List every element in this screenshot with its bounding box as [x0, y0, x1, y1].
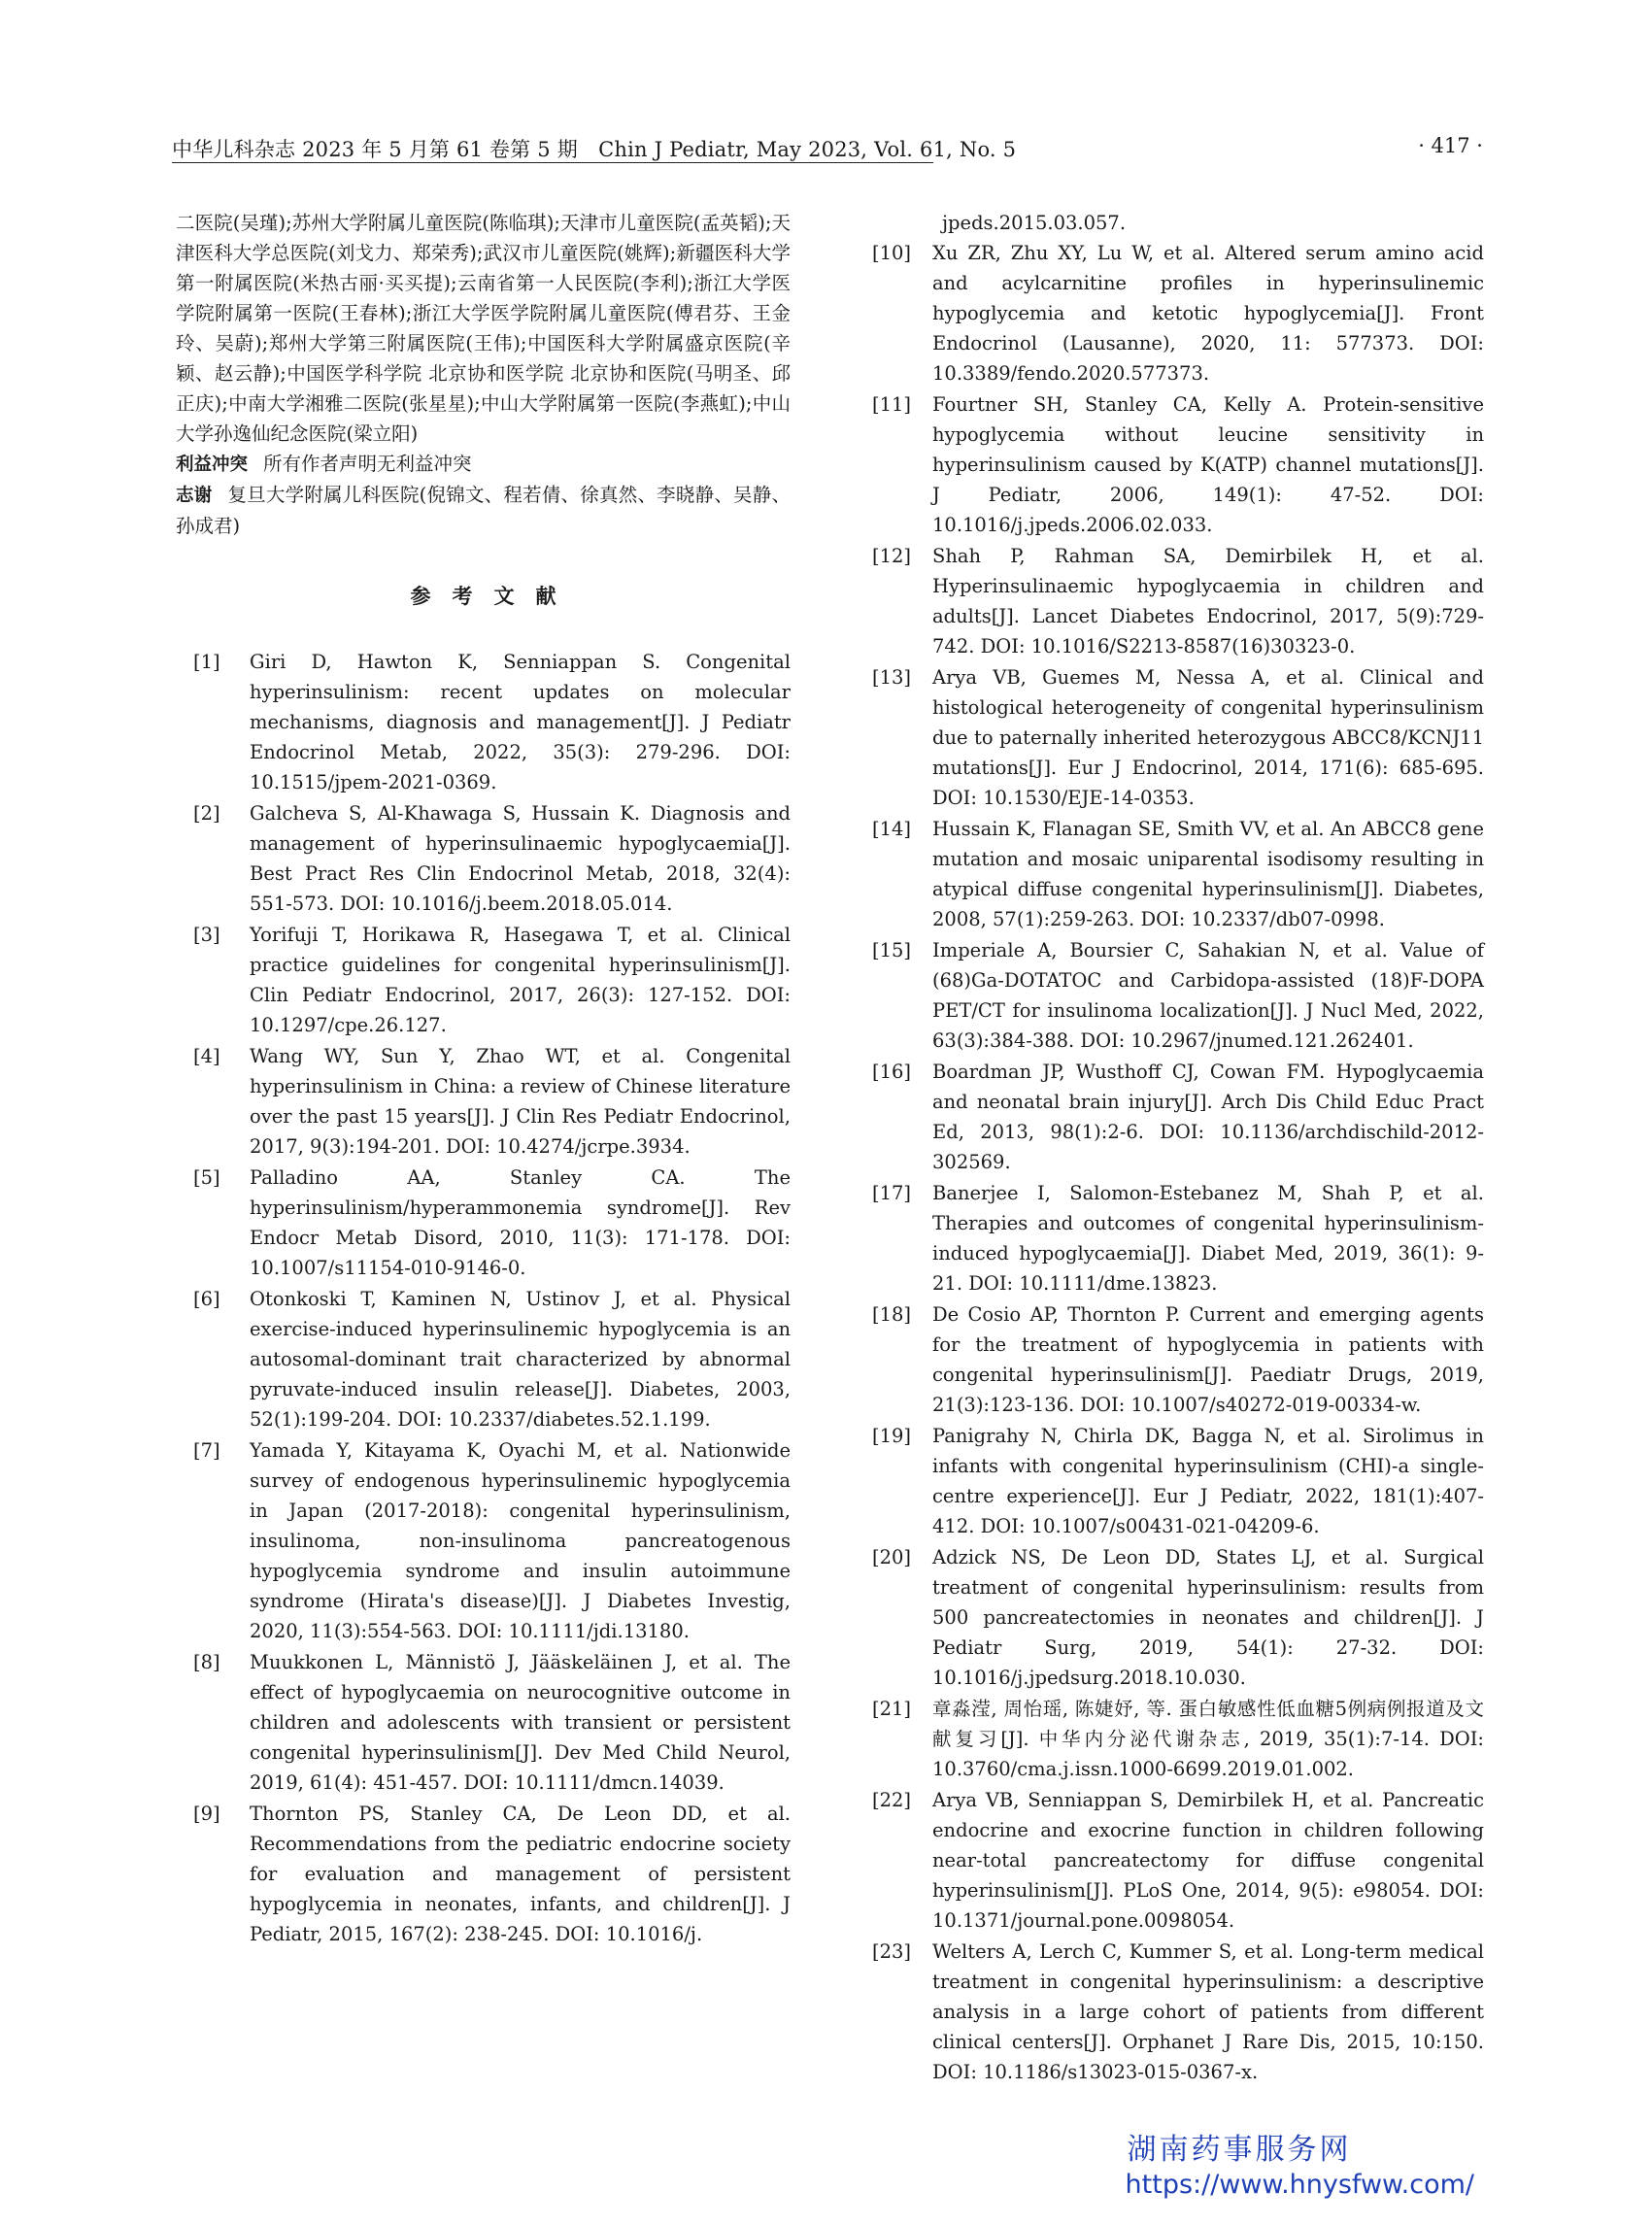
reference-number: [22]: [872, 1789, 912, 1811]
reference-entry: [872, 389, 1484, 540]
reference-entry: [872, 1937, 1484, 2087]
reference-text: Otonkoski T, Kaminen N, Ustinov J, et al. Physical exercise-induced hyperinsulinemic hypoglycemia is an autosomal-dominant trait characterized by abnormal pyruvate-induced insulin release[J]. Diabetes, 2003, 52(1):199-204. DOI: 10.2337/diabetes.52.1.199.: [250, 1288, 791, 1431]
reference-entry: [872, 1299, 1484, 1420]
reference-number: [12]: [872, 545, 912, 567]
reference-text: Xu ZR, Zhu XY, Lu W, et al. Altered serum amino acid and acylcarnitine profiles in hyperinsulinemic hypoglycemia and ketotic hypoglycemia[J]. Front Endocrinol (Lausanne), 2020, 11: 577373. DOI: 10.3389/fendo.2020.577373.: [932, 242, 1484, 385]
reference-9-continuation: jpeds.2015.03.057.: [942, 212, 1127, 234]
reference-text: Panigrahy N, Chirla DK, Bagga N, et al. Sirolimus in infants with congenital hyperinsulinism (CHI)-a single-centre experience[J]. Eur J Pediatr, 2022, 181(1):407-412. DOI: 10.1007/s00431-021-04209-6.: [932, 1425, 1484, 1537]
reference-text: Yamada Y, Kitayama K, Oyachi M, et al. Nationwide survey of endogenous hyperinsulinemic hypoglycemia in Japan (2017-2018): congenital hyperinsulinism, insulinoma, non-insulinoma pancreatogenous hypoglycemia syndrome and insulin autoimmune syndrome (Hirata's disease)[J]. J Diabetes Investig, 2020, 11(3):554-563. DOI: 10.1111/jdi.13180.: [250, 1439, 791, 1642]
reference-number: [17]: [872, 1182, 912, 1204]
page-number: · 417 ·: [1418, 134, 1483, 157]
reference-number: [23]: [872, 1940, 912, 1963]
reference-text: Galcheva S, Al-Khawaga S, Hussain K. Diagnosis and management of hyperinsulinaemic hypoglycaemia[J]. Best Pract Res Clin Endocrinol Metab, 2018, 32(4): 551-573. DOI: 10.1016/j.beem.2018.05.014.: [250, 802, 791, 915]
reference-entry: [176, 1163, 791, 1283]
running-header: [172, 134, 1483, 167]
reference-entry: [176, 1647, 791, 1798]
reference-number: [20]: [872, 1546, 912, 1568]
reference-number: [4]: [193, 1045, 220, 1067]
reference-entry: [872, 238, 1484, 388]
reference-text: Shah P, Rahman SA, Demirbilek H, et al. Hyperinsulinaemic hypoglycaemia in children and adults[J]. Lancet Diabetes Endocrinol, 2017, 5(9):729-742. DOI: 10.1016/S2213-8587(16)30323-0.: [932, 545, 1484, 657]
reference-text: 章淼滢, 周怡瑶, 陈婕妤, 等. 蛋白敏感性低血糖5例病例报道及文献复习[J]. 中华内分泌代谢杂志, 2019, 35(1):7-14. DOI: 10.3760/cma.j.issn.1000-6699.2019.01.002.: [932, 1698, 1484, 1780]
journal-citation-line: 中华儿科杂志 2023 年 5 月第 61 卷第 5 期 Chin J Pediatr, May 2023, Vol. 61, No. 5: [172, 138, 1017, 161]
reference-number: [10]: [872, 242, 912, 264]
reference-number: [5]: [193, 1166, 220, 1189]
reference-text: Banerjee I, Salomon-Estebanez M, Shah P, et al. Therapies and outcomes of congenital hyperinsulinism-induced hypoglycaemia[J]. Diabet Med, 2019, 36(1): 9-21. DOI: 10.1111/dme.13823.: [932, 1182, 1484, 1295]
reference-text: Welters A, Lerch C, Kummer S, et al. Long-term medical treatment in congenital hyperinsulinism: a descriptive analysis in a large cohort of patients from different clinical centers[J]. Orphanet J Rare Dis, 2015, 10:150. DOI: 10.1186/s13023-015-0367-x.: [932, 1940, 1484, 2083]
header-rule: [172, 162, 933, 163]
reference-number: [14]: [872, 818, 912, 840]
reference-number: [15]: [872, 939, 912, 961]
reference-text: Muukkonen L, Männistö J, Jääskeläinen J, et al. The effect of hypoglycaemia on neurocognitive outcome in children and adolescents with transient or persistent congenital hyperinsulinism[J]. Dev Med Child Neurol, 2019, 61(4): 451-457. DOI: 10.1111/dmcn.14039.: [250, 1651, 791, 1794]
watermark: [1126, 2125, 1474, 2200]
reference-number: [8]: [193, 1651, 220, 1673]
acknowledgement-label: 志谢: [176, 486, 213, 506]
reference-text: Boardman JP, Wusthoff CJ, Cowan FM. Hypoglycaemia and neonatal brain injury[J]. Arch Dis Child Educ Pract Ed, 2013, 98(1):2-6. DOI: 10.1136/archdischild-2012-302569.: [932, 1061, 1484, 1173]
reference-text: Palladino AA, Stanley CA. The hyperinsulinism/hyperammonemia syndrome[J]. Rev Endocr Metab Disord, 2010, 11(3): 171-178. DOI: 10.1007/s11154-010-9146-0.: [250, 1166, 791, 1279]
reference-number: [2]: [193, 802, 220, 825]
references-heading: 参考文献: [410, 585, 578, 608]
reference-entry: [872, 1542, 1484, 1693]
references-list-right: [872, 238, 1484, 2087]
reference-text: Fourtner SH, Stanley CA, Kelly A. Protein-sensitive hypoglycemia without leucine sensitivity in hyperinsulinism caused by K(ATP) channel mutations[J]. J Pediatr, 2006, 149(1): 47-52. DOI: 10.1016/j.jpeds.2006.02.033.: [932, 393, 1484, 536]
affiliations-paragraph: 二医院(吴瑾);苏州大学附属儿童医院(陈临琪);天津市儿童医院(孟英韬);天津医科大学总医院(刘戈力、郑荣秀);武汉市儿童医院(姚辉);新疆医科大学第一附属医院(米热古丽·买买提);云南省第一人民医院(李利);浙江大学医学院附属第一医院(王春林);浙江大学医学院附属儿童医院(傅君芬、王金玲、吴蔚);郑州大学第三附属医院(王伟);中国医科大学附属盛京医院(辛颖、赵云静);中国医学科学院 北京协和医学院 北京协和医院(马明圣、邱正庆);中南大学湘雅二医院(张星星);中山大学附属第一医院(李燕虹);中山大学孙逸仙纪念医院(梁立阳): [176, 212, 791, 445]
reference-entry: [176, 798, 791, 919]
reference-number: [13]: [872, 666, 912, 689]
reference-number: [1]: [193, 651, 220, 673]
watermark-url[interactable]: https://www.hnysfww.com/: [1125, 2170, 1474, 2200]
reference-entry: [872, 814, 1484, 934]
reference-entry: [176, 1799, 791, 1949]
conflict-of-interest: [176, 449, 791, 480]
reference-entry: [872, 662, 1484, 813]
reference-entry: [872, 1421, 1484, 1541]
reference-text: De Cosio AP, Thornton P. Current and emerging agents for the treatment of hypoglycemia in patients with congenital hyperinsulinism[J]. Paediatr Drugs, 2019, 21(3):123-136. DOI: 10.1007/s40272-019-00334-w.: [932, 1303, 1484, 1416]
reference-entry: [176, 1284, 791, 1434]
reference-text: Arya VB, Guemes M, Nessa A, et al. Clinical and histological heterogeneity of congenital hyperinsulinism due to paternally inherited heterozygous ABCC8/KCNJ11 mutations[J]. Eur J Endocrinol, 2014, 171(6): 685-695. DOI: 10.1530/EJE-14-0353.: [932, 666, 1484, 809]
reference-number: [7]: [193, 1439, 220, 1462]
reference-text: Arya VB, Senniappan S, Demirbilek H, et al. Pancreatic endocrine and exocrine function in children following near-total pancreatectomy for diffuse congenital hyperinsulinism[J]. PLoS One, 2014, 9(5): e98054. DOI: 10.1371/journal.pone.0098054.: [932, 1789, 1484, 1932]
conflict-label: 利益冲突: [176, 455, 249, 475]
reference-number: [21]: [872, 1698, 912, 1720]
reference-entry: [872, 935, 1484, 1056]
reference-text: Giri D, Hawton K, Senniappan S. Congenital hyperinsulinism: recent updates on molecular mechanisms, diagnosis and management[J]. J Pediatr Endocrinol Metab, 2022, 35(3): 279-296. DOI: 10.1515/jpem-2021-0369.: [250, 651, 791, 793]
reference-text: Wang WY, Sun Y, Zhao WT, et al. Congenital hyperinsulinism in China: a review of Chinese literature over the past 15 years[J]. J Clin Res Pediatr Endocrinol, 2017, 9(3):194-201. DOI: 10.4274/jcrpe.3934.: [250, 1045, 791, 1158]
reference-entry: [176, 1041, 791, 1162]
acknowledgement-text: 复旦大学附属儿科医院(倪锦文、程若倩、徐真然、李晓静、吴静、孙成君): [176, 484, 791, 537]
reference-entry: [872, 1694, 1484, 1784]
reference-number: [6]: [193, 1288, 220, 1310]
reference-number: [11]: [872, 393, 912, 416]
acknowledgement: [176, 480, 791, 541]
reference-number: [9]: [193, 1803, 220, 1825]
reference-entry: [872, 1785, 1484, 1936]
reference-entry: [872, 1057, 1484, 1177]
reference-text: Imperiale A, Boursier C, Sahakian N, et al. Value of (68)Ga-DOTATOC and Carbidopa-assisted (18)F-DOPA PET/CT for insulinoma localization[J]. J Nucl Med, 2022, 63(3):384-388. DOI: 10.2967/jnumed.121.262401.: [932, 939, 1484, 1052]
reference-number: [19]: [872, 1425, 912, 1447]
reference-entry: [176, 647, 791, 797]
reference-entry: [872, 1178, 1484, 1298]
left-column: [176, 208, 791, 1950]
reference-number: [3]: [193, 924, 220, 946]
reference-text: Adzick NS, De Leon DD, States LJ, et al. Surgical treatment of congenital hyperinsulinism: results from 500 pancreatectomies in neonates and children[J]. J Pediatr Surg, 2019, 54(1): 27-32. DOI: 10.1016/j.jpedsurg.2018.10.030.: [932, 1546, 1484, 1689]
reference-text: Hussain K, Flanagan SE, Smith VV, et al. An ABCC8 gene mutation and mosaic uniparental isodisomy resulting in atypical diffuse congenital hyperinsulinism[J]. Diabetes, 2008, 57(1):259-263. DOI: 10.2337/db07-0998.: [932, 818, 1484, 930]
conflict-text: 所有作者声明无利益冲突: [263, 453, 472, 475]
reference-entry: [176, 1435, 791, 1646]
references-list-left: [176, 647, 791, 1949]
reference-text: Yorifuji T, Horikawa R, Hasegawa T, et al. Clinical practice guidelines for congenital hyperinsulinism[J]. Clin Pediatr Endocrinol, 2017, 26(3): 127-152. DOI: 10.1297/cpe.26.127.: [250, 924, 791, 1036]
reference-entry: [176, 920, 791, 1040]
reference-entry: [872, 541, 1484, 661]
right-column: [872, 208, 1484, 2088]
watermark-site-name: 湖南药事服务网: [1127, 2133, 1352, 2167]
reference-number: [18]: [872, 1303, 912, 1326]
reference-number: [16]: [872, 1061, 912, 1083]
reference-text: Thornton PS, Stanley CA, De Leon DD, et al. Recommendations from the pediatric endocrine society for evaluation and management of persistent hypoglycemia in neonates, infants, and children[J]. J Pediatr, 2015, 167(2): 238-245. DOI: 10.1016/j.: [250, 1803, 791, 1945]
